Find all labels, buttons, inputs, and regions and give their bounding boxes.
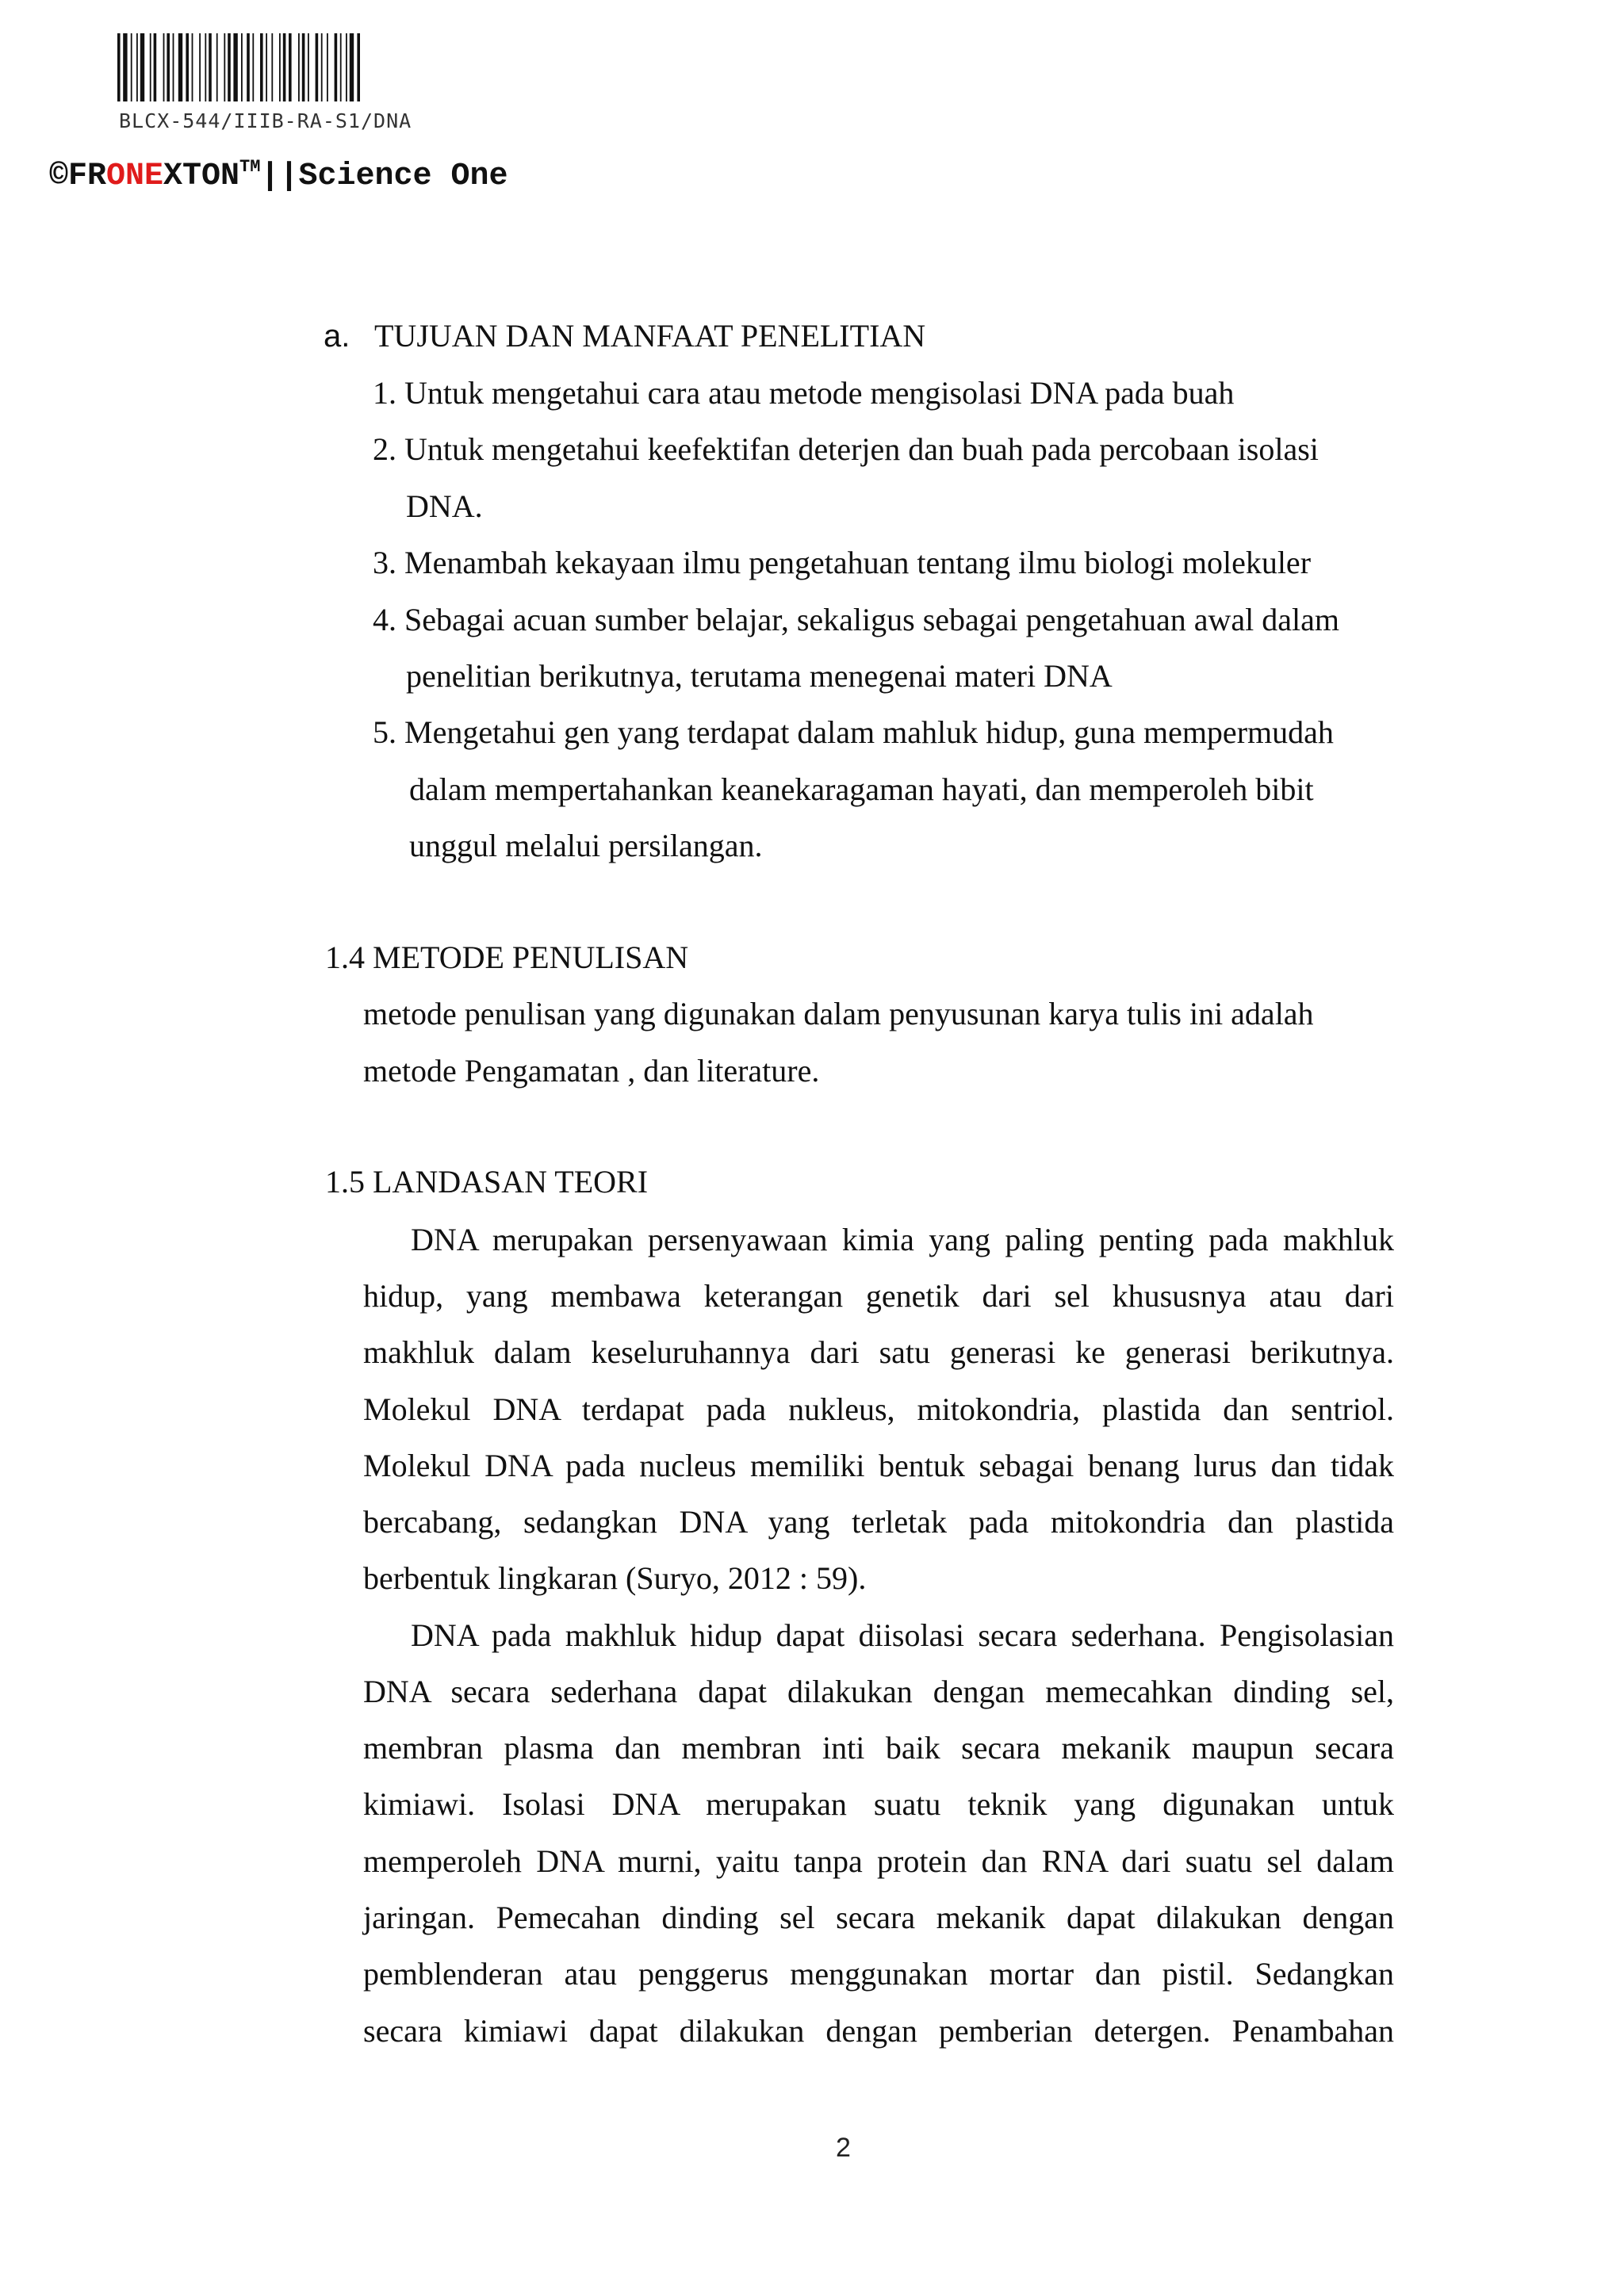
brand-red-text: ONE xyxy=(106,159,164,194)
paragraph-line: metode penulisan yang digunakan dalam penyusunan karya tulis ini adalah xyxy=(363,996,1314,1031)
paragraph-line: berbentuk lingkaran (Suryo, 2012 : 59). xyxy=(363,1560,867,1596)
paragraph-line: bercabang, sedangkan DNA yang terletak pada mitokondria dan plastida xyxy=(363,1504,1394,1540)
section-a-marker: a. xyxy=(324,319,350,354)
section-a-title: TUJUAN DAN MANFAAT PENELITIAN xyxy=(374,318,926,354)
paragraph-line: DNA secara sederhana dapat dilakukan dengan memecahkan dinding sel, xyxy=(363,1674,1394,1709)
list-item: penelitian berikutnya, terutama menegenai materi DNA xyxy=(406,658,1113,694)
barcode-code: BLCX-544/IIIB-RA-S1/DNA xyxy=(119,109,412,132)
paragraph-line: memperoleh DNA murni, yaitu tanpa protein dan RNA dari suatu sel dalam xyxy=(363,1843,1394,1879)
paragraph-line: kimiawi. Isolasi DNA merupakan suatu teknik yang digunakan untuk xyxy=(363,1786,1394,1822)
brand-suffix: XTON xyxy=(163,159,240,194)
barcode-image xyxy=(117,33,442,101)
paragraph-line: hidup, yang membawa keterangan genetik dari sel khususnya atau dari xyxy=(363,1278,1394,1314)
list-item: dalam mempertahankan keanekaragaman hayati, dan memperoleh bibit xyxy=(409,771,1314,807)
section-1-4-title: 1.4 METODE PENULISAN xyxy=(325,939,689,975)
list-item: unggul melalui persilangan. xyxy=(409,828,763,863)
list-item: 3. Menambah kekayaan ilmu pengetahuan tentang ilmu biologi molekuler xyxy=(373,545,1312,580)
brand-tail: ||Science One xyxy=(260,159,508,194)
list-item: 1. Untuk mengetahui cara atau metode mengisolasi DNA pada buah xyxy=(373,375,1235,411)
list-item: 5. Mengetahui gen yang terdapat dalam mahluk hidup, guna mempermudah xyxy=(373,714,1334,750)
paragraph-line: Molekul DNA pada nucleus memiliki bentuk sebagai benang lurus dan tidak xyxy=(363,1448,1394,1483)
section-1-5-title: 1.5 LANDASAN TEORI xyxy=(325,1164,649,1200)
page-number: 2 xyxy=(836,2133,851,2163)
paragraph-line: jaringan. Pemecahan dinding sel secara mekanik dapat dilakukan dengan xyxy=(363,1900,1394,1935)
paragraph-line: makhluk dalam keseluruhannya dari satu generasi ke generasi berikutnya. xyxy=(363,1334,1394,1370)
paragraph-line: DNA pada makhluk hidup dapat diisolasi secara sederhana. Pengisolasian xyxy=(411,1617,1394,1653)
brand-watermark xyxy=(49,157,508,194)
list-item: 4. Sebagai acuan sumber belajar, sekaligus sebagai pengetahuan awal dalam xyxy=(373,602,1340,637)
paragraph-line: pemblenderan atau penggerus menggunakan mortar dan pistil. Sedangkan xyxy=(363,1956,1394,1992)
brand-prefix: ©FR xyxy=(49,159,107,194)
list-item: DNA. xyxy=(406,488,483,524)
paragraph-line: DNA merupakan persenyawaan kimia yang paling penting pada makhluk xyxy=(411,1222,1394,1257)
brand-tm: TM xyxy=(239,157,261,177)
paragraph-line: secara kimiawi dapat dilakukan dengan pemberian detergen. Penambahan xyxy=(363,2013,1394,2049)
paragraph-line: membran plasma dan membran inti baik secara mekanik maupun secara xyxy=(363,1730,1394,1766)
paragraph-line: metode Pengamatan , dan literature. xyxy=(363,1053,820,1089)
list-item: 2. Untuk mengetahui keefektifan deterjen dan buah pada percobaan isolasi xyxy=(373,431,1319,467)
paragraph-line: Molekul DNA terdapat pada nukleus, mitokondria, plastida dan sentriol. xyxy=(363,1391,1394,1427)
